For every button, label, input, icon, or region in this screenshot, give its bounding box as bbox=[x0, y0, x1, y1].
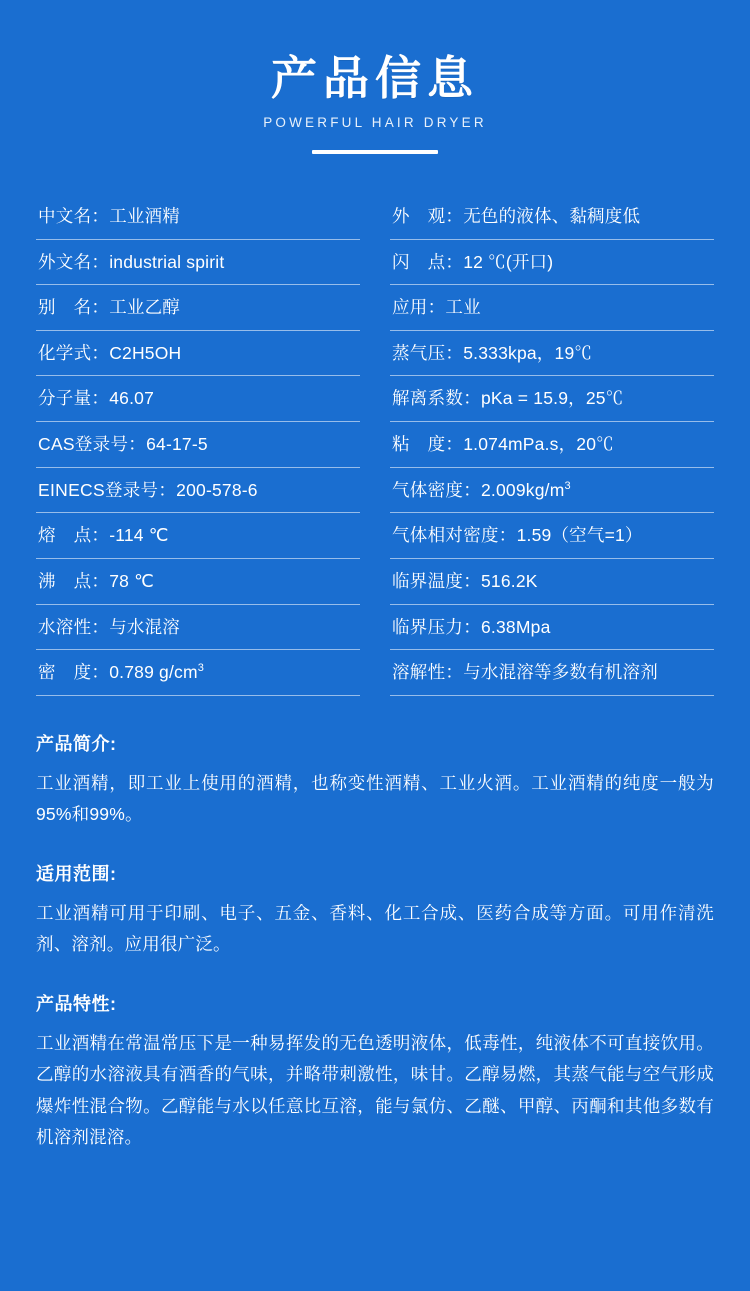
page-title: 产品信息 bbox=[271, 52, 479, 104]
spec-label: 临界压力： bbox=[392, 616, 481, 637]
spec-value: C2H5OH bbox=[109, 342, 182, 363]
spec-label: 应用： bbox=[392, 297, 446, 318]
spec-row bbox=[390, 422, 714, 468]
page-header bbox=[0, 0, 750, 154]
spec-value: 2.009kg/m bbox=[481, 479, 565, 500]
spec-row bbox=[36, 559, 360, 605]
spec-label: EINECS登录号： bbox=[38, 479, 177, 500]
spec-row bbox=[36, 422, 360, 468]
spec-row bbox=[36, 240, 360, 286]
spec-row bbox=[390, 331, 714, 377]
spec-value: 工业酒精 bbox=[109, 205, 181, 226]
spec-value: 工业 bbox=[445, 297, 481, 318]
spec-value: 1.074mPa.s，20℃ bbox=[463, 434, 614, 455]
spec-row bbox=[36, 376, 360, 422]
spec-label: 溶解性： bbox=[392, 662, 464, 683]
spec-label: 粘 度： bbox=[392, 434, 464, 455]
section-scope bbox=[36, 860, 714, 960]
spec-value: 200-578-6 bbox=[176, 479, 258, 500]
spec-value: 与水混溶等多数有机溶剂 bbox=[463, 662, 658, 683]
spec-value: 64-17-5 bbox=[146, 434, 208, 455]
spec-value: 78 ℃ bbox=[109, 570, 154, 591]
spec-value: pKa = 15.9，25℃ bbox=[481, 388, 624, 409]
spec-label: 别 名： bbox=[38, 297, 110, 318]
spec-row bbox=[390, 605, 714, 651]
spec-label: CAS登录号： bbox=[38, 434, 147, 455]
spec-label: 熔 点： bbox=[38, 525, 110, 546]
spec-row bbox=[36, 285, 360, 331]
description-sections bbox=[0, 730, 750, 1153]
section-body: 工业酒精可用于印刷、电子、五金、香料、化工合成、医药合成等方面。可用作清洗剂、溶剂。应用很广泛。 bbox=[36, 903, 714, 955]
spec-value: industrial spirit bbox=[109, 251, 225, 272]
spec-row bbox=[36, 468, 360, 514]
spec-label: 气体相对密度： bbox=[392, 525, 517, 546]
spec-row bbox=[390, 468, 714, 514]
section-features bbox=[36, 990, 714, 1153]
spec-row bbox=[36, 650, 360, 696]
spec-label: 气体密度： bbox=[392, 479, 481, 500]
spec-row bbox=[390, 194, 714, 240]
spec-label: 沸 点： bbox=[38, 570, 110, 591]
section-title: 产品特性: bbox=[36, 994, 117, 1015]
spec-label: 分子量： bbox=[38, 388, 110, 409]
spec-label: 化学式： bbox=[38, 342, 110, 363]
spec-label: 临界温度： bbox=[392, 570, 481, 591]
spec-label: 外 观： bbox=[392, 205, 464, 226]
section-body: 工业酒精，即工业上使用的酒精，也称变性酒精、工业火酒。工业酒精的纯度一般为95%和99%。 bbox=[36, 772, 714, 824]
spec-value-superscript: 3 bbox=[197, 662, 204, 675]
spec-label: 闪 点： bbox=[392, 251, 464, 272]
spec-column-right bbox=[390, 194, 714, 696]
spec-value: 1.59（空气=1） bbox=[516, 525, 643, 546]
spec-value: 0.789 g/cm bbox=[109, 662, 198, 683]
spec-value: 12 ℃(开口) bbox=[463, 251, 554, 272]
section-body: 工业酒精在常温常压下是一种易挥发的无色透明液体，低毒性，纯液体不可直接饮用。乙醇的水溶液具有酒香的气味，并略带刺激性，味甘。乙醇易燃，其蒸气能与空气形成爆炸性混合物。乙醇能与水以任意比互溶，能与氯仿、乙醚、甲醇、丙酮和其他多数有机溶剂混溶。 bbox=[36, 1033, 714, 1147]
spec-row bbox=[36, 194, 360, 240]
section-intro bbox=[36, 730, 714, 830]
section-title: 适用范围: bbox=[36, 864, 117, 885]
spec-row bbox=[390, 285, 714, 331]
spec-value: 5.333kpa，19℃ bbox=[463, 342, 593, 363]
spec-value: 516.2K bbox=[481, 570, 538, 591]
spec-row bbox=[390, 376, 714, 422]
spec-label: 密 度： bbox=[38, 662, 110, 683]
spec-row bbox=[390, 513, 714, 559]
spec-value: 6.38Mpa bbox=[481, 616, 551, 637]
spec-value-superscript: 3 bbox=[564, 479, 571, 492]
spec-row bbox=[36, 513, 360, 559]
spec-row bbox=[390, 559, 714, 605]
spec-label: 外文名： bbox=[38, 251, 110, 272]
spec-value: 与水混溶 bbox=[109, 616, 181, 637]
spec-value: 工业乙醇 bbox=[109, 297, 181, 318]
spec-label: 水溶性： bbox=[38, 616, 110, 637]
spec-label: 蒸气压： bbox=[392, 342, 464, 363]
spec-label: 中文名： bbox=[38, 205, 110, 226]
spec-value: -114 ℃ bbox=[109, 525, 169, 546]
spec-label: 解离系数： bbox=[392, 388, 481, 409]
spec-value: 无色的液体、黏稠度低 bbox=[463, 205, 641, 226]
spec-grid bbox=[0, 194, 750, 696]
spec-column-left bbox=[36, 194, 360, 696]
spec-row bbox=[390, 650, 714, 696]
header-divider bbox=[312, 150, 438, 154]
spec-row bbox=[36, 331, 360, 377]
spec-value: 46.07 bbox=[109, 388, 154, 409]
spec-row bbox=[390, 240, 714, 286]
page-subtitle: POWERFUL HAIR DRYER bbox=[263, 114, 487, 130]
spec-row bbox=[36, 605, 360, 651]
section-title: 产品简介: bbox=[36, 733, 117, 754]
